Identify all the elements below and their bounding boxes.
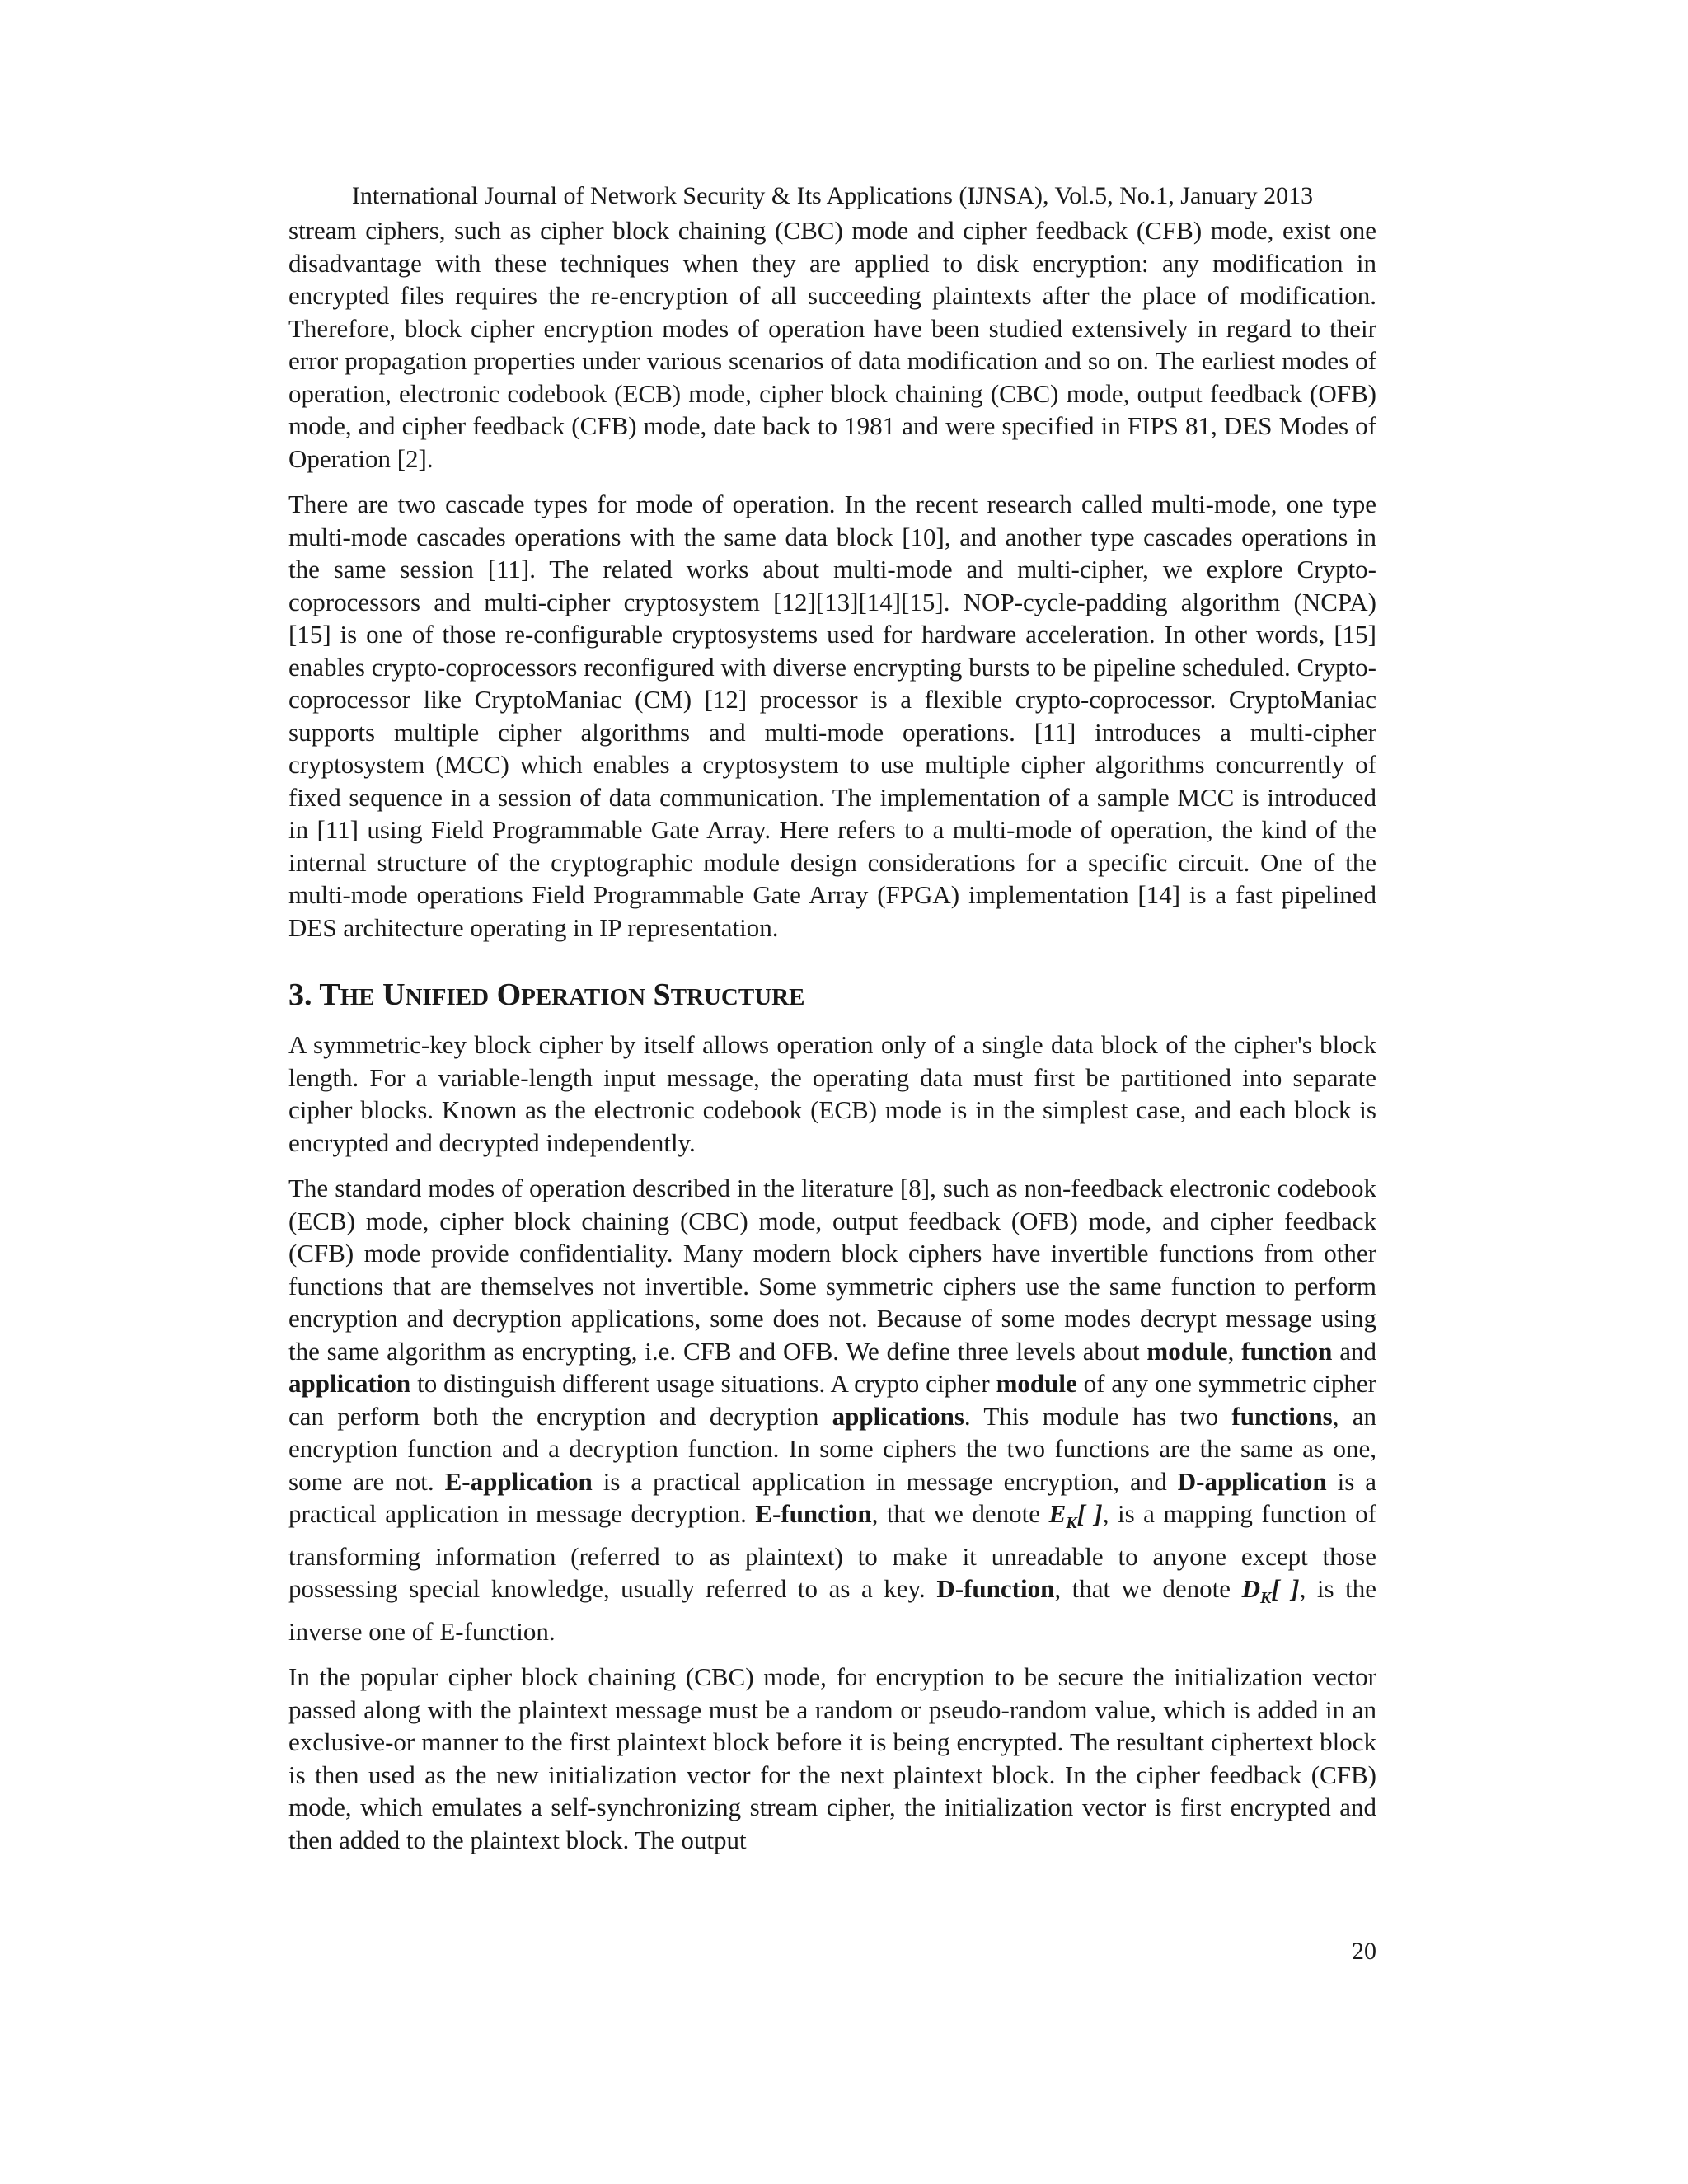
section-heading-unified-operation-structure: 3. THE UNIFIED OPERATION STRUCTURE — [288, 977, 805, 1012]
paragraph-modes-definitions: The standard modes of operation described in the literature [8], such as non-feedback electronic codebook (ECB) mode, cipher block chaining (CBC) mode, output feedback (OFB) mode, and cipher feedback (CFB) mode provide confidentiality. Many modern block ciphers have invertible functions from other functions that are themselves not invertible. Some symmetric ciphers use the same function to perform encryption and decryption applications, some does not. Because of some modes decrypt message using the same algorithm as encrypting, i.e. CFB and OFB. We define three levels about module, function and application to distinguish different usage situations. A crypto cipher module of any one symmetric cipher can perform both the encryption and decryption applications. This module has two functions, an encryption function and a decryption function. In some ciphers the two functions are the same as one, some are not. E-application is a practical application in message encryption, and D-application is a practical application in message decryption. E-function, that we denote $E_K$[ ], is a mapping function of transforming information (referred to as plaintext) to make it unreadable to anyone except those possessing special knowledge, usually referred to as a key. D-function, that we denote $D_K$[ ], is the inverse one of E-function. — [288, 1174, 1377, 1646]
paragraph-related-work: There are two cascade types for mode of operation. In the recent research called multi-mode, one type multi-mode cascades operations with the same data block [10], and another type cascades operations in the same session [11]. The related works about multi-mode and multi-cipher, we explore Crypto-coprocessors and multi-cipher cryptosystem [12][13][14][15]. NOP-cycle-padding algorithm (NCPA) [15] is one of those re-configurable cryptosystems used for hardware acceleration. In other words, [15] enables crypto-coprocessors reconfigured with diverse encrypting bursts to be pipeline scheduled. Crypto-coprocessor like CryptoManiac (CM) [12] processor is a flexible crypto-coprocessor. CryptoManiac supports multiple cipher algorithms and multi-mode operations. [11] introduces a multi-cipher cryptosystem (MCC) which enables a cryptosystem to use multiple cipher algorithms concurrently of fixed sequence in a session of data communication. The implementation of a sample MCC is introduced in [11] using Field Programmable Gate Array. Here refers to a multi-mode of operation, the kind of the internal structure of the cryptographic module design considerations for a specific circuit. One of the multi-mode operations Field Programmable Gate Array (FPGA) implementation [14] is a fast pipelined DES architecture operating in IP representation. — [288, 490, 1376, 942]
paragraph-continuation: stream ciphers, such as cipher block chaining (CBC) mode and cipher feedback (CFB) mode, exist one disadvantage with these techniques when they are applied to disk encryption: any modification in encrypted files requires the re-encryption of all succeeding plaintexts after the place of modification. Therefore, block cipher encryption modes of operation have been studied extensively in regard to their error propagation properties under various scenarios of data modification and so on. The earliest modes of operation, electronic codebook (ECB) mode, cipher block chaining (CBC) mode, output feedback (OFB) mode, and cipher feedback (CFB) mode, date back to 1981 and were specified in FIPS 81, DES Modes of Operation [2]. — [288, 216, 1376, 473]
paragraph-cbc-cfb: In the popular cipher block chaining (CBC) mode, for encryption to be secure the initialization vector passed along with the plaintext message must be a random or pseudo-random value, which is added in an exclusive-or manner to the first plaintext block before it is being encrypted. The resultant ciphertext block is then used as the new initialization vector for the next plaintext block. In the cipher feedback (CFB) mode, which emulates a self-synchronizing stream cipher, the initialization vector is first encrypted and then added to the plaintext block. The output — [288, 1662, 1376, 1854]
e-function-symbol: $E_K$[ ] — [1048, 1499, 1103, 1533]
paper-page — [288, 180, 1376, 1856]
section-number: 3. — [288, 977, 312, 1012]
d-function-symbol: $D_K$[ ] — [1241, 1574, 1300, 1608]
page-number: 20 — [1352, 1938, 1376, 1965]
running-header: International Journal of Network Security & Its Applications (IJNSA), Vol.5, No.1, January 2013 — [351, 182, 1314, 209]
paragraph-block-cipher-intro: A symmetric-key block cipher by itself allows operation only of a single data block of the cipher's block length. For a variable-length input message, the operating data must first be partitioned into separate cipher blocks. Known as the electronic codebook (ECB) mode is in the simplest case, and each block is encrypted and decrypted independently. — [288, 1030, 1376, 1157]
